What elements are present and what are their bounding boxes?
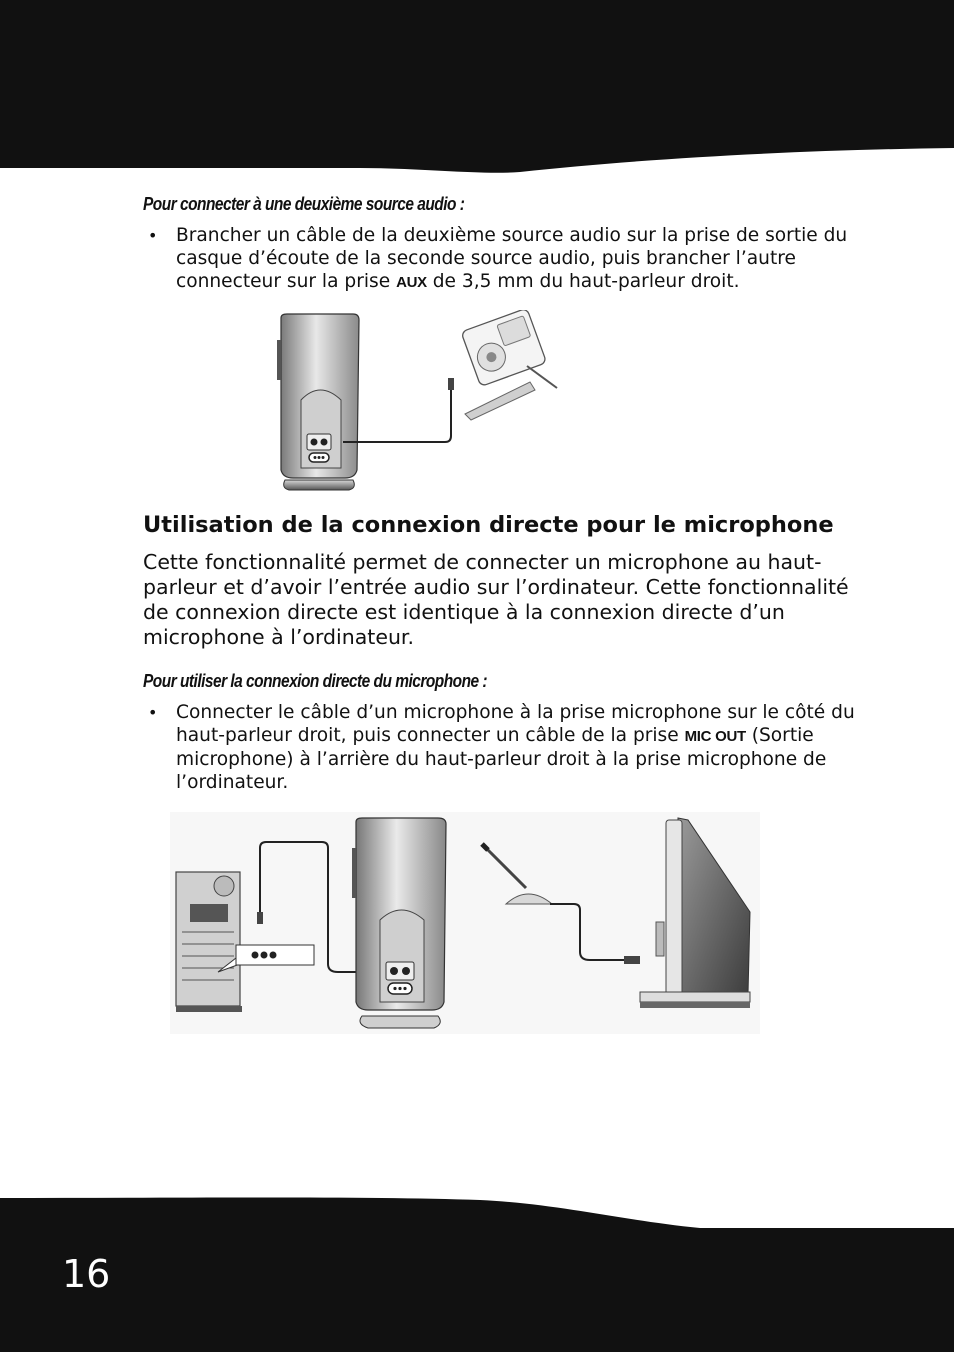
- bullet-item-aux: [148, 224, 860, 294]
- mic-out-jack-label: MIC OUT: [684, 728, 746, 745]
- subhead-second-audio-source: Pour connecter à une deuxième source audio :: [143, 194, 465, 214]
- page-number: 16: [62, 1252, 111, 1296]
- footer-band: [0, 1190, 954, 1352]
- bullet-text-part: Connecter le câble d’un microphone à la prise microphone sur le côté du haut-parleur droit, puis connecter un câble de la prise: [176, 702, 855, 746]
- speaker-media-player-illustration: [265, 310, 575, 495]
- body-paragraph: Cette fonctionnalité permet de connecter un microphone au haut-parleur et d’avoir l’entrée audio sur l’ordinateur. Cette fonctionnalité de connexion directe est identique à la connexion directe d’un microphone à l’ordinateur.: [143, 550, 849, 649]
- bullet-marker: •: [148, 703, 158, 722]
- aux-jack-label: AUX: [396, 274, 427, 291]
- bullet-text: [176, 701, 860, 794]
- header-band: [0, 0, 954, 175]
- bullet-text-part: de 3,5 mm du haut-parleur droit.: [426, 271, 740, 292]
- bullet-text-part: Brancher un câble de la deuxième source audio sur la prise de sortie du casque d’écoute de la seconde source audio, puis brancher l’autre connecteur sur la prise: [176, 225, 848, 292]
- section-title-mic-direct: Utilisation de la connexion directe pour le microphone: [143, 512, 834, 538]
- bullet-item-mic-out: [148, 701, 860, 794]
- subhead-use-mic-connection: Pour utiliser la connexion directe du microphone :: [143, 671, 488, 691]
- bullet-marker: •: [148, 226, 158, 245]
- computer-speaker-microphone-illustration: [170, 812, 760, 1034]
- bullet-text: [176, 224, 860, 294]
- bullet-text-part: (Sortie microphone) à l’arrière du haut-parleur droit à la prise microphone de l’ordinateur.: [176, 725, 827, 793]
